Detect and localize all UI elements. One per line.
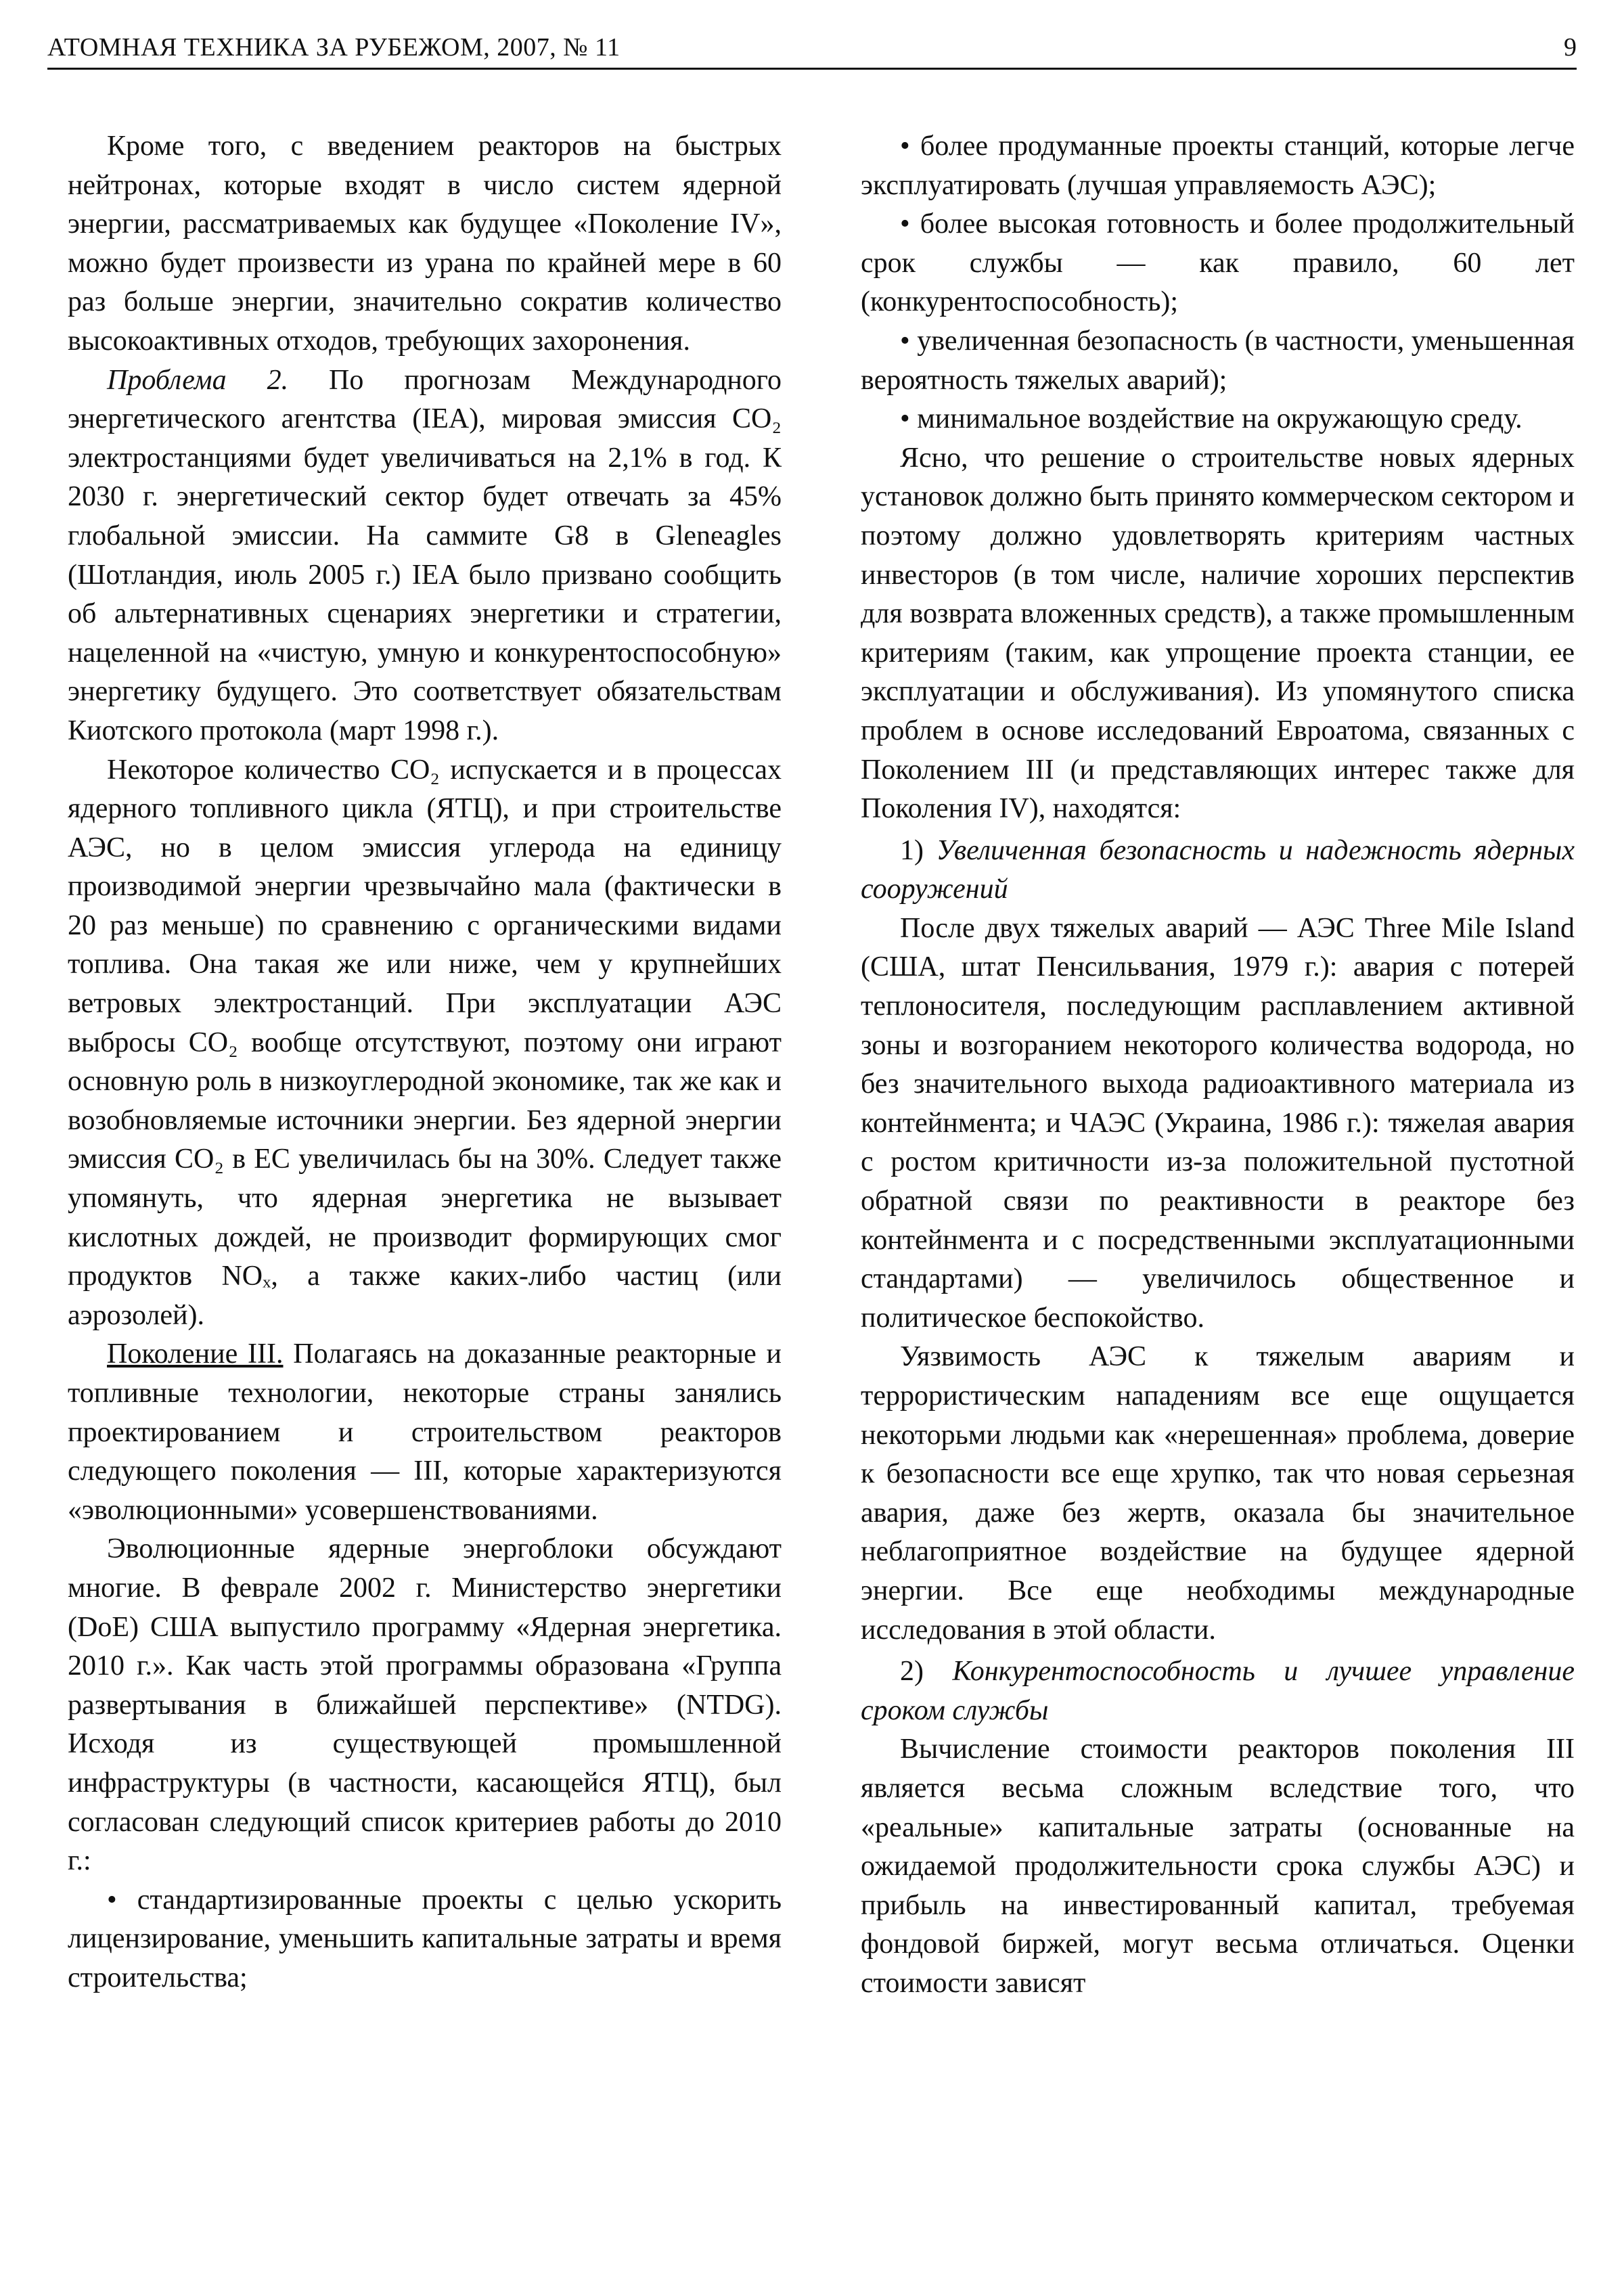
problem-text: По прогнозам Международного энергетического агентства (IEA), мировая эмиссия CO₂ электростанциями будет увеличиваться на 2,1% в год. К 2030 г. энергетический сектор будет отвечать за 45% глобальной эмиссии. На саммите G8 в Gleneagles (Шотландия, июль 2005 г.) IEA было призвано сообщить об альтернативных сценариях энергетики и стратегии, нацеленной на «чистую, умную и конкурентоспособную» энергетику будущего. Это соответствует обязательствам Киотского протокола (март 1998 г.). bbox=[68, 364, 782, 746]
paragraph: Ясно, что решение о строительстве новых ядерных установок должно быть принято коммерческом сектором и поэтому должно удовлетворять критериям частных инвесторов (в том числе, наличие хороших перспектив для возврата вложенных средств), а также промышленным критериям (таким, как упрощение проекта станции, ее эксплуатации и обслуживания). Из упомянутого списка проблем в основе исследований Евроатома, связанных с Поколением III (и представляющих интерес также для Поколения IV), находятся: bbox=[861, 442, 1575, 825]
heading-text: Увеличенная безопасность и надежность ядерных сооружений bbox=[861, 834, 1575, 905]
section-heading-1 bbox=[861, 832, 1575, 909]
bullet-item: • увеличенная безопасность (в частности, уменьшенная вероятность тяжелых аварий); bbox=[861, 325, 1575, 396]
problem-label: Проблема 2. bbox=[107, 364, 289, 396]
section-heading-2 bbox=[861, 1652, 1575, 1730]
left-column bbox=[68, 127, 782, 1998]
paragraph-generation-3 bbox=[68, 1335, 782, 1530]
heading-number: 2) bbox=[900, 1656, 924, 1688]
bullet-item: • более продуманные проекты станций, которые легче эксплуатировать (лучшая управляемость АЭС); bbox=[861, 131, 1575, 201]
generation-text: Полагаясь на доказанные реакторные и топливные технологии, некоторые страны занялись проектированием и строительством реакторов следующего поколения — III, которые характеризуются «эволюционными» усовершенствованиями. bbox=[68, 1338, 782, 1526]
paragraph: Уязвимость АЭС к тяжелым авариям и террористическим нападениям все еще ощущается некоторьми людьми как «нерешенная» проблема, доверие к безопасности все еще хрупко, так что новая серьезная авария, даже без жертв, оказала бы значительное неблагоприятное воздействие на будущее ядерной энергии. Все еще необходимы международные исследования в этой области. bbox=[861, 1341, 1575, 1646]
bullet-item: • более высокая готовность и более продолжительный срок службы — как правило, 60 лет (конкурентоспособность); bbox=[861, 208, 1575, 318]
paragraph: Некоторое количество CO₂ испускается и в процессах ядерного топливного цикла (ЯТЦ), и при строительстве АЭС, но в целом эмиссия углерода на единицу производимой энергии чрезвычайно мала (фактически в 20 раз меньше) по сравнению с органическими видами топлива. Она такая же или ниже, чем у крупнейших ветровых электростанций. При эксплуатации АЭС выбросы CO₂ вообще отсутствуют, поэтому они играют основную роль в низкоуглеродной экономике, так же как и возобновляемые источники энергии. Без ядерной энергии эмиссия CO₂ в ЕС увеличилась бы на 30%. Следует также упомянуть, что ядерная энергетика не вызывает кислотных дождей, не производит формирующих смог продуктов NOₓ, а также каких-либо частиц (или аэрозолей). bbox=[68, 754, 782, 1331]
running-header bbox=[47, 27, 1577, 70]
generation-label: Поколение III. bbox=[107, 1338, 284, 1370]
heading-number: 1) bbox=[900, 834, 924, 866]
bullet-item: • стандартизированные проекты с целью ускорить лицензирование, уменьшить капитальные затраты и время строительства; bbox=[68, 1884, 782, 1993]
page-number: 9 bbox=[1564, 33, 1577, 62]
paragraph: Эволюционные ядерные энергоблоки обсуждают многие. В феврале 2002 г. Министерство энергетики (DoE) США выпустило программу «Ядерная энергетика. 2010 г.». Как часть этой программы образована «Группа развертывания в ближайшей перспективе» (NTDG). Исходя из существующей промышленной инфраструктуры (в частности, касающейся ЯТЦ), был согласован следующий список критериев работы до 2010 г.: bbox=[68, 1533, 782, 1877]
heading-text: Конкурентоспособность и лучшее управление сроком службы bbox=[861, 1656, 1575, 1726]
journal-title: АТОМНАЯ ТЕХНИКА ЗА РУБЕЖОМ, 2007, № 11 bbox=[47, 33, 621, 62]
right-column bbox=[861, 127, 1575, 2004]
paragraph: Вычисление стоимости реакторов поколения III является весьма сложным вследствие того, что «реальные» капитальные затраты (основанные на ожидаемой продолжительности срока службы АЭС) и прибыль на инвестированный капитал, требуемая фондовой биржей, могут весьма отличаться. Оценки стоимости зависят bbox=[861, 1734, 1575, 1999]
paragraph-problem-2 bbox=[68, 361, 782, 751]
paragraph: Кроме того, с введением реакторов на быстрых нейтронах, которые входят в число систем ядерной энергии, рассматриваемых как будущее «Поколение IV», можно будет произвести из урана по крайней мере в 60 раз больше энергии, значительно сократив количество высокоактивных отходов, требующих захоронения. bbox=[68, 131, 782, 357]
paragraph: После двух тяжелых аварий — АЭС Three Mile Island (США, штат Пенсильвания, 1979 г.): авария с потерей теплоносителя, последующим расплавлением активной зоны и возгоранием некоторого количества водорода, но без значительного выхода радиоактивного материала из контейнмента; и ЧАЭС (Украина, 1986 г.): тяжелая авария с ростом критичности из-за положительной пустотной обратной связи по реактивности в реакторе без контейнмента и с посредственными эксплуатационными стандартами) — увеличилось общественное и политическое беспокойство. bbox=[861, 912, 1575, 1334]
bullet-item: • минимальное воздействие на окружающую среду. bbox=[900, 403, 1522, 435]
